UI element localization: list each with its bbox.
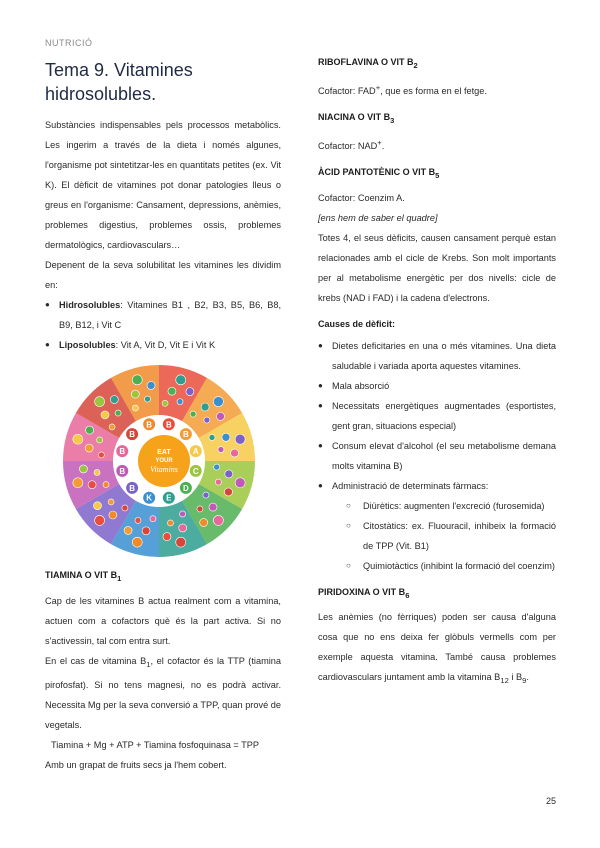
pantotenic-heading: ÀCID PANTOTÈNIC O VIT $B_5$ [318,166,440,180]
food-icon [109,424,115,430]
food-icon [213,397,223,407]
left-column [45,58,281,775]
food-icon [145,396,151,402]
food-icon [147,381,155,389]
center-text-vitamins: Vitamins [150,465,178,474]
piridoxina-paragraph: Les anèmies (no fèrriques) poden ser causa d'alguna cosa que no ens deixa fer glòbuls vermells com per exemple aquesta vitamina. També causa problemes cardiovasculars juntament amb la vitamina $B_{12}$ i $B_9$. [318,612,556,686]
food-icon [214,464,220,470]
vitamin-letter: B [129,483,136,493]
food-icon [97,437,103,443]
food-icon [201,403,209,411]
food-icon [168,387,176,395]
food-icon [85,444,93,452]
list-item: ● Administració de determinats fàrmacs: ○ Diürètics: augmenten l'excreció (furosemida) ○ Citostàtics: ex. Fluouracil, inhibeix la formació de TPP (Vit. B1) ○ Quimiotàctics (inhibint la formació del coenzim) [318,476,556,576]
food-icon [163,533,171,541]
center-text-eat: EAT [157,449,171,456]
tiamina-paragraph-3: Amb un grapat de fruits secs ja l'hem cobert. [45,759,227,770]
sublist-item: ○ Quimiotàctics (inhibint la formació del coenzim) [346,556,556,576]
food-icon [176,537,186,547]
food-icon [124,526,132,534]
riboflavina-text: Cofactor: FAD+, que es forma en el fetge. [318,82,487,96]
pantotenic-paragraph: Totes 4, el seus dèficits, causen cansament perquè estan relacionades amb el cicle de Krebs. Son molt importants per al metabolisme energètic per dos nivells: cicle de krebs (NAD i FAD) i la cadena d'electrons. [318,232,556,303]
vitamin-letter: B [129,430,136,440]
food-icon [135,517,141,523]
vitamin-letter: B [146,420,153,430]
tiamina-heading: TIAMINA O VIT $B_1$ [45,570,122,583]
food-icon [224,488,232,496]
vitamin-letter: B [119,466,126,476]
food-icon [95,515,105,525]
food-icon [115,410,121,416]
solubility-list [45,295,281,355]
vitamin-letter: B [165,420,172,430]
vitamin-letter: E [166,493,172,503]
food-icon [222,433,230,441]
food-icon [218,447,224,453]
food-icon [162,400,168,406]
sublist-item: ○ Diürètics: augmenten l'excreció (furosemida) [346,496,556,516]
tiamina-paragraph-2: En el cas de vitamina $B_1$, el cofactor és la TTP (tiamina pirofosfat). Si no tens magnesi, no es podrà activar. Necessita Mg per la seva conversió a TPP, quan prové de vegetals. [45,655,281,730]
niacina-text: Cofactor: NAD+. [318,137,385,151]
food-icon [88,481,96,489]
food-icon [150,516,156,522]
list-item: ● Mala absorció [318,376,556,396]
food-icon [209,434,215,440]
food-icon [73,434,83,444]
intro-paragraph: Substàncies indispensables pels processos metabòlics. Les ingerim a través de la dieta i només algunes, l'organisme pot sintetitzar-les en quantitats petites (ex. Vit K). El dèficit de vitamines pot donar patologies lleus o greus en l'organisme: Cansament, depressions, anèmies, problemes digestius, problemes ossis, problemes dermatològics, cardiovasculars… [45,120,281,250]
food-icon [235,478,245,488]
tiamina-paragraph-1: Cap de les vitamines B actua realment com a vitamina, actuen com a cofactors què és la part activa. Si no s'activessin, tal com entra surt. [45,595,281,646]
vitamin-letter: C [192,466,199,476]
drugs-sublist [332,496,556,576]
food-icon [103,482,109,488]
pantotenic-cofactor: Cofactor: Coenzim A. [318,192,405,203]
section-label: NUTRICIÓ [45,38,93,48]
food-icon [167,520,173,526]
list-item-hydrosoluble: ● Hidrosolubles: Vitamines B1 , B2, B3, B5, B6, B8, B9, B12, i Vit C [45,295,281,335]
sublist-item: ○ Citostàtics: ex. Fluouracil, inhibeix la formació de TPP (Vit. B1) [346,516,556,556]
food-icon [177,399,183,405]
niacina-heading: NIACINA O VIT $B_3$ [318,111,395,125]
pantotenic-note: [ens hem de saber el quadre] [318,212,438,223]
causes-list [318,336,556,576]
list-item: ● Consum elevat d'alcohol (el seu metabolisme demana molts vitamina B) [318,436,556,476]
food-icon [86,426,94,434]
food-icon [132,537,142,547]
list-item: ● Necessitats energètiques augmentades (esportistes, gent gran, situacions especial) [318,396,556,436]
food-icon [132,375,142,385]
food-icon [122,505,128,511]
food-icon [204,417,210,423]
page-title: Tema 9. Vitamines hidrosolubles. [45,60,193,104]
food-icon [73,478,83,488]
food-icon [98,452,104,458]
food-icon [180,511,186,517]
vitamin-letter: B [182,430,189,440]
vitamins-illustration [49,361,269,561]
food-icon [225,470,233,478]
food-icon [186,388,194,396]
center-text-your: YOUR [155,458,173,464]
vitamin-letter: A [192,447,199,457]
tiamina-equation: Tiamina + Mg + ATP + Tiamina fosfoquinasa = TPP [51,739,260,750]
vitamin-letter: K [146,493,153,503]
riboflavina-heading: RIBOFLAVINA O VIT $B_2$ [318,57,418,70]
food-icon [131,390,139,398]
food-icon [235,434,245,444]
food-icon [101,411,109,419]
food-icon [200,518,208,526]
food-icon [209,503,217,511]
food-icon [176,375,186,385]
food-icon [94,502,102,510]
page-number: 25 [545,796,556,806]
food-icon [110,396,118,404]
food-icon [142,527,150,535]
list-item: ● Dietes deficitaries en una o més vitamines. Una dieta saludable i variada aporta aquestes vitamines. [318,336,556,376]
food-icon [94,469,100,475]
piridoxina-heading: PIRIDOXINA O VIT $B_6$ [318,586,410,600]
food-icon [231,449,239,457]
food-icon [79,465,87,473]
food-icon [213,515,223,525]
food-icon [95,397,105,407]
food-icon [132,405,138,411]
vitamin-letter: D [182,483,189,493]
causes-heading: Causes de dèficit: [318,318,396,329]
solubility-paragraph: Depenent de la seva solubilitat les vitamines les dividim en: [45,260,281,290]
food-icon [109,511,117,519]
food-icon [179,524,187,532]
food-icon [215,479,221,485]
food-icon [108,499,114,505]
list-item-liposoluble: ● Liposolubles: Vit A, Vit D, Vit E i Vit K [45,335,281,355]
food-icon [203,492,209,498]
right-column [318,54,556,691]
food-icon [190,411,196,417]
food-icon [197,506,203,512]
food-icon [216,412,224,420]
vitamin-letter: B [119,447,126,457]
